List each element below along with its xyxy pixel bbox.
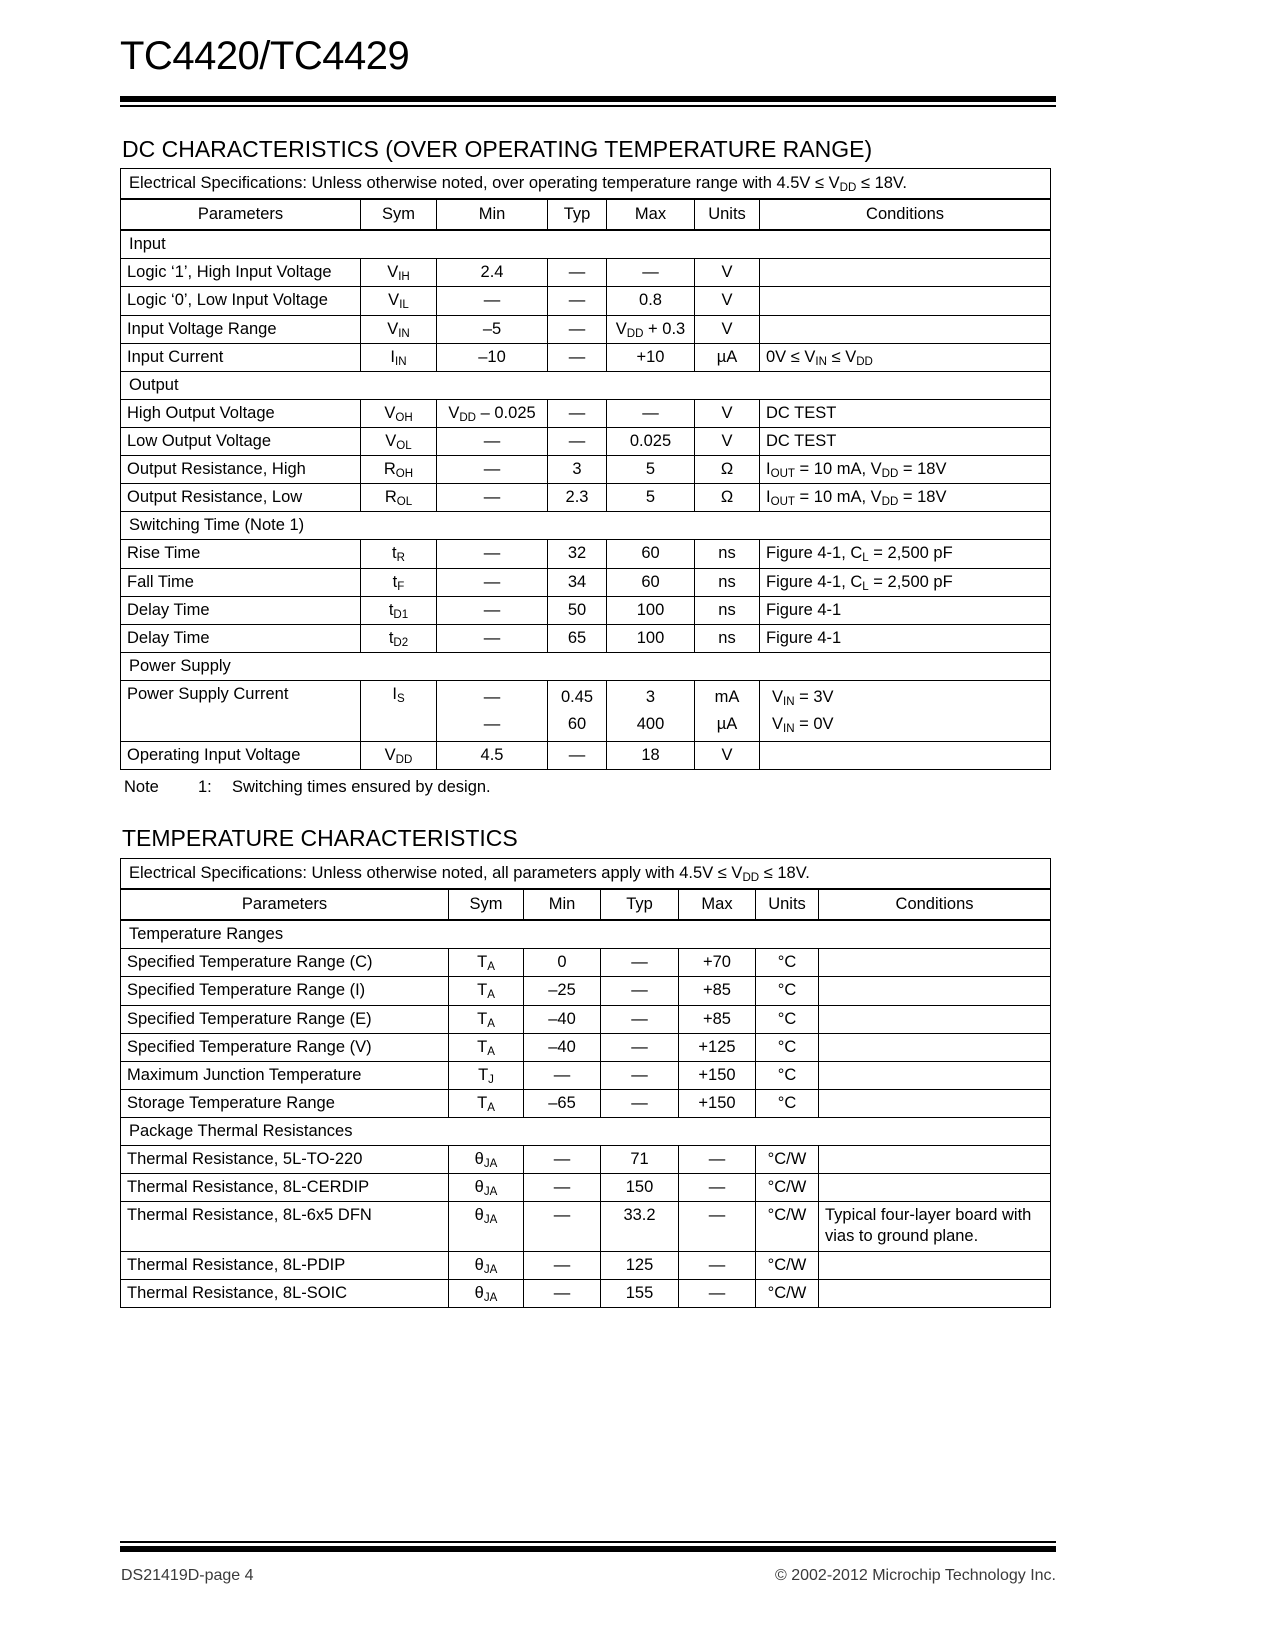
param-conditions (819, 1174, 1051, 1202)
param-typ: — (601, 977, 679, 1005)
param-name: Thermal Resistance, 8L-PDIP (121, 1251, 449, 1279)
temp-col-header-min: Min (524, 889, 601, 920)
dc-table-row (121, 259, 1051, 287)
param-typ: 65 (548, 624, 607, 652)
dc-group-row (121, 371, 1051, 399)
param-min: — — (437, 680, 548, 741)
param-max: — (679, 1202, 756, 1251)
param-symbol: $T_A$ (449, 1033, 524, 1061)
param-min: 0 (524, 949, 601, 977)
dc-table-row (121, 343, 1051, 371)
dc-col-header-parameters: Parameters (121, 199, 361, 230)
param-units: µA (695, 343, 760, 371)
param-max: +150 (679, 1089, 756, 1117)
param-name: Specified Temperature Range (C) (121, 949, 449, 977)
param-symbol: $T_A$ (449, 1005, 524, 1033)
param-min: –5 (437, 315, 548, 343)
param-max: +125 (679, 1033, 756, 1061)
dc-spec-note: Electrical Specifications: Unless otherwise noted, over operating temperature range with $4.5V \le V_{DD} \le 18V$. (121, 169, 1051, 200)
param-name: Logic ‘1’, High Input Voltage (121, 259, 361, 287)
temp-col-header-conditions: Conditions (819, 889, 1051, 920)
dc-table-body (121, 230, 1051, 770)
param-max: +150 (679, 1061, 756, 1089)
param-typ: 34 (548, 568, 607, 596)
temp-table-row (121, 1202, 1051, 1251)
param-units: °C/W (756, 1251, 819, 1279)
param-min: — (437, 568, 548, 596)
param-name: Delay Time (121, 596, 361, 624)
temp-col-header-sym: Sym (449, 889, 524, 920)
param-symbol: $\theta_{JA}$ (449, 1279, 524, 1307)
temp-table-row (121, 1005, 1051, 1033)
param-symbol: $V_{OL}$ (361, 427, 437, 455)
param-units: Ω (695, 484, 760, 512)
dc-group-row (121, 512, 1051, 540)
temp-col-header-units: Units (756, 889, 819, 920)
param-min: — (437, 484, 548, 512)
param-min: –65 (524, 1089, 601, 1117)
param-min: — (524, 1146, 601, 1174)
param-symbol: $t_{D1}$ (361, 596, 437, 624)
param-max: 18 (607, 742, 695, 770)
temperature-characteristics-table (120, 858, 1051, 1308)
footer-document-id: DS21419D-page 4 (121, 1567, 254, 1584)
temp-column-header-row (121, 889, 1051, 920)
param-min: — (524, 1202, 601, 1251)
param-min: — (524, 1279, 601, 1307)
param-typ: — (548, 742, 607, 770)
param-min: — (437, 540, 548, 568)
param-units: ns (695, 596, 760, 624)
param-units: V (695, 742, 760, 770)
temp-col-header-parameters: Parameters (121, 889, 449, 920)
param-conditions (760, 259, 1051, 287)
temp-table-row (121, 977, 1051, 1005)
param-min: 4.5 (437, 742, 548, 770)
param-typ: — (601, 1089, 679, 1117)
param-units: °C (756, 949, 819, 977)
dc-col-header-units: Units (695, 199, 760, 230)
param-typ: 155 (601, 1279, 679, 1307)
param-max: +85 (679, 1005, 756, 1033)
note-number: 1: (198, 778, 212, 796)
param-min: –10 (437, 343, 548, 371)
param-min: $V_{DD} - 0.025$ (437, 399, 548, 427)
param-conditions: Figure 4-1 (760, 596, 1051, 624)
param-units: Ω (695, 456, 760, 484)
footer-rule (120, 1541, 1056, 1552)
temp-table-row (121, 949, 1051, 977)
temp-group-row (121, 1117, 1051, 1145)
dc-group-row (121, 652, 1051, 680)
param-max: — (607, 259, 695, 287)
param-symbol: $\theta_{JA}$ (449, 1202, 524, 1251)
temp-group-label: Temperature Ranges (121, 920, 1051, 949)
param-symbol: $\theta_{JA}$ (449, 1146, 524, 1174)
param-symbol: $T_J$ (449, 1061, 524, 1089)
param-conditions (760, 742, 1051, 770)
param-name: Rise Time (121, 540, 361, 568)
param-name: Fall Time (121, 568, 361, 596)
param-max: 0.8 (607, 287, 695, 315)
param-name: High Output Voltage (121, 399, 361, 427)
param-min: — (437, 596, 548, 624)
param-conditions: Figure 4-1, $C_L = 2,500$ pF (760, 540, 1051, 568)
param-name: Input Voltage Range (121, 315, 361, 343)
temp-table-row (121, 1251, 1051, 1279)
dc-col-header-sym: Sym (361, 199, 437, 230)
param-min: –40 (524, 1033, 601, 1061)
param-max: — (679, 1146, 756, 1174)
param-min: — (524, 1174, 601, 1202)
footer-rule-thick (120, 1546, 1056, 1552)
param-min: 2.4 (437, 259, 548, 287)
param-units: °C (756, 1089, 819, 1117)
temp-group-label: Package Thermal Resistances (121, 1117, 1051, 1145)
temp-table-row (121, 1033, 1051, 1061)
param-typ: 33.2 (601, 1202, 679, 1251)
param-max: — (679, 1174, 756, 1202)
dc-characteristics-table (120, 168, 1051, 770)
dc-table-row (121, 399, 1051, 427)
param-max: 60 (607, 568, 695, 596)
param-name: Specified Temperature Range (E) (121, 1005, 449, 1033)
dc-col-header-min: Min (437, 199, 548, 230)
header-rule-thin (120, 105, 1056, 107)
param-units: °C/W (756, 1202, 819, 1251)
param-conditions: $I_{OUT} = 10$ mA, $V_{DD} = 18V$ (760, 456, 1051, 484)
param-units: V (695, 427, 760, 455)
param-max: — (679, 1279, 756, 1307)
param-conditions (819, 1033, 1051, 1061)
dc-table-row (121, 484, 1051, 512)
param-symbol: $\theta_{JA}$ (449, 1251, 524, 1279)
param-name: Thermal Resistance, 5L-TO-220 (121, 1146, 449, 1174)
param-max: — (607, 399, 695, 427)
dc-table-head (121, 169, 1051, 231)
param-typ: 32 (548, 540, 607, 568)
param-typ: — (548, 399, 607, 427)
param-units: °C (756, 977, 819, 1005)
dc-table-row (121, 680, 1051, 741)
param-max: 100 (607, 624, 695, 652)
dc-table-row (121, 624, 1051, 652)
param-symbol: $I_S$ (361, 680, 437, 741)
footer-copyright: © 2002-2012 Microchip Technology Inc. (775, 1567, 1056, 1584)
param-typ: — (548, 259, 607, 287)
dc-group-label: Output (121, 371, 1051, 399)
param-units: V (695, 399, 760, 427)
temp-table-row (121, 1279, 1051, 1307)
dc-col-header-typ: Typ (548, 199, 607, 230)
param-max: $V_{DD} + 0.3$ (607, 315, 695, 343)
param-min: — (524, 1061, 601, 1089)
temperature-characteristics-heading: TEMPERATURE CHARACTERISTICS (122, 825, 518, 851)
param-symbol: $\theta_{JA}$ (449, 1174, 524, 1202)
dc-group-label: Power Supply (121, 652, 1051, 680)
param-name: Storage Temperature Range (121, 1089, 449, 1117)
param-conditions (819, 1146, 1051, 1174)
dc-spec-note-row (121, 169, 1051, 200)
dc-table-row (121, 596, 1051, 624)
param-name: Thermal Resistance, 8L-CERDIP (121, 1174, 449, 1202)
param-max: 3 400 (607, 680, 695, 741)
dc-group-label: Input (121, 230, 1051, 259)
param-units: °C (756, 1005, 819, 1033)
param-max: 5 (607, 456, 695, 484)
param-symbol: $R_{OL}$ (361, 484, 437, 512)
param-min: — (437, 427, 548, 455)
dc-table-row (121, 568, 1051, 596)
param-typ: — (601, 1033, 679, 1061)
param-units: °C (756, 1033, 819, 1061)
param-units: °C/W (756, 1146, 819, 1174)
param-units: °C/W (756, 1174, 819, 1202)
param-typ: — (548, 287, 607, 315)
temp-spec-note-row (121, 859, 1051, 890)
param-name: Specified Temperature Range (I) (121, 977, 449, 1005)
param-symbol: $R_{OH}$ (361, 456, 437, 484)
note-label: Note (124, 778, 159, 796)
param-symbol: $t_F$ (361, 568, 437, 596)
dc-column-header-row (121, 199, 1051, 230)
param-conditions (819, 1251, 1051, 1279)
param-name: Low Output Voltage (121, 427, 361, 455)
param-units: V (695, 315, 760, 343)
param-symbol: $V_{OH}$ (361, 399, 437, 427)
param-max: 100 (607, 596, 695, 624)
param-min: — (437, 456, 548, 484)
param-conditions (819, 1061, 1051, 1089)
dc-table-row (121, 742, 1051, 770)
param-symbol: $V_{IN}$ (361, 315, 437, 343)
note-text: Switching times ensured by design. (232, 778, 491, 796)
param-max: +70 (679, 949, 756, 977)
param-typ: 0.45 60 (548, 680, 607, 741)
param-conditions (819, 949, 1051, 977)
param-typ: — (548, 315, 607, 343)
param-symbol: $T_A$ (449, 977, 524, 1005)
temp-col-header-max: Max (679, 889, 756, 920)
param-symbol: $T_A$ (449, 949, 524, 977)
param-symbol: $T_A$ (449, 1089, 524, 1117)
param-max: — (679, 1251, 756, 1279)
param-typ: — (601, 1005, 679, 1033)
param-conditions (760, 287, 1051, 315)
param-name: Logic ‘0’, Low Input Voltage (121, 287, 361, 315)
param-cond: $V_{IN} = 3V$ $V_{IN} = 0V$ (760, 680, 1051, 741)
param-name: Thermal Resistance, 8L-SOIC (121, 1279, 449, 1307)
dc-table-note (124, 778, 491, 797)
temp-table-body (121, 920, 1051, 1307)
param-name: Operating Input Voltage (121, 742, 361, 770)
temp-table-row (121, 1174, 1051, 1202)
param-units: mA µA (695, 680, 760, 741)
param-max: +10 (607, 343, 695, 371)
param-symbol: $V_{IH}$ (361, 259, 437, 287)
param-min: — (524, 1251, 601, 1279)
param-conditions: Typical four-layer board with vias to ground plane. (819, 1202, 1051, 1251)
dc-group-row (121, 230, 1051, 259)
dc-group-label: Switching Time (Note 1) (121, 512, 1051, 540)
param-typ: 125 (601, 1251, 679, 1279)
param-conditions: DC TEST (760, 427, 1051, 455)
param-units: °C/W (756, 1279, 819, 1307)
param-typ: — (548, 343, 607, 371)
dc-characteristics-heading: DC CHARACTERISTICS (OVER OPERATING TEMPERATURE RANGE) (122, 136, 873, 162)
dc-table-row (121, 427, 1051, 455)
param-typ: 150 (601, 1174, 679, 1202)
param-symbol: $V_{IL}$ (361, 287, 437, 315)
param-name: Maximum Junction Temperature (121, 1061, 449, 1089)
param-name: Output Resistance, Low (121, 484, 361, 512)
dc-col-header-max: Max (607, 199, 695, 230)
dc-col-header-conditions: Conditions (760, 199, 1051, 230)
temp-table-row (121, 1089, 1051, 1117)
param-conditions (819, 1279, 1051, 1307)
param-typ: 50 (548, 596, 607, 624)
param-max: 60 (607, 540, 695, 568)
temp-col-header-typ: Typ (601, 889, 679, 920)
param-conditions: Figure 4-1, $C_L = 2,500$ pF (760, 568, 1051, 596)
param-conditions: $0V \le V_{IN} \le V_{DD}$ (760, 343, 1051, 371)
header-rule (120, 96, 1056, 107)
param-name: Input Current (121, 343, 361, 371)
dc-table-row (121, 540, 1051, 568)
param-name: Output Resistance, High (121, 456, 361, 484)
param-units: ns (695, 568, 760, 596)
temp-table-row (121, 1146, 1051, 1174)
temp-group-row (121, 920, 1051, 949)
param-max: 5 (607, 484, 695, 512)
param-symbol: $I_{IN}$ (361, 343, 437, 371)
param-typ: — (601, 1061, 679, 1089)
dc-table-row (121, 456, 1051, 484)
param-min: — (437, 624, 548, 652)
param-typ: — (601, 949, 679, 977)
param-units: ns (695, 624, 760, 652)
param-conditions: DC TEST (760, 399, 1051, 427)
param-symbol: $V_{DD}$ (361, 742, 437, 770)
param-typ: 2.3 (548, 484, 607, 512)
param-conditions (819, 1005, 1051, 1033)
param-name: Thermal Resistance, 8L-6x5 DFN (121, 1202, 449, 1251)
param-name: Delay Time (121, 624, 361, 652)
param-conditions (819, 977, 1051, 1005)
param-conditions: $I_{OUT} = 10$ mA, $V_{DD} = 18V$ (760, 484, 1051, 512)
param-conditions (760, 315, 1051, 343)
param-conditions: Figure 4-1 (760, 624, 1051, 652)
param-min: –40 (524, 1005, 601, 1033)
temp-spec-note: Electrical Specifications: Unless otherwise noted, all parameters apply with $4.5V \le V_{DD} \le 18V$. (121, 859, 1051, 890)
param-max: 0.025 (607, 427, 695, 455)
param-units: °C (756, 1061, 819, 1089)
page-title: TC4420/TC4429 (120, 34, 410, 78)
param-typ: 71 (601, 1146, 679, 1174)
param-units: ns (695, 540, 760, 568)
param-max: +85 (679, 977, 756, 1005)
param-typ: 3 (548, 456, 607, 484)
temp-table-row (121, 1061, 1051, 1089)
param-min: — (437, 287, 548, 315)
param-typ: — (548, 427, 607, 455)
param-name: Power Supply Current (121, 680, 361, 741)
param-units: V (695, 259, 760, 287)
param-min: –25 (524, 977, 601, 1005)
param-symbol: $t_R$ (361, 540, 437, 568)
param-units: V (695, 287, 760, 315)
param-symbol: $t_{D2}$ (361, 624, 437, 652)
param-name: Specified Temperature Range (V) (121, 1033, 449, 1061)
dc-table-row (121, 315, 1051, 343)
temp-table-head (121, 859, 1051, 921)
param-conditions (819, 1089, 1051, 1117)
dc-table-row (121, 287, 1051, 315)
